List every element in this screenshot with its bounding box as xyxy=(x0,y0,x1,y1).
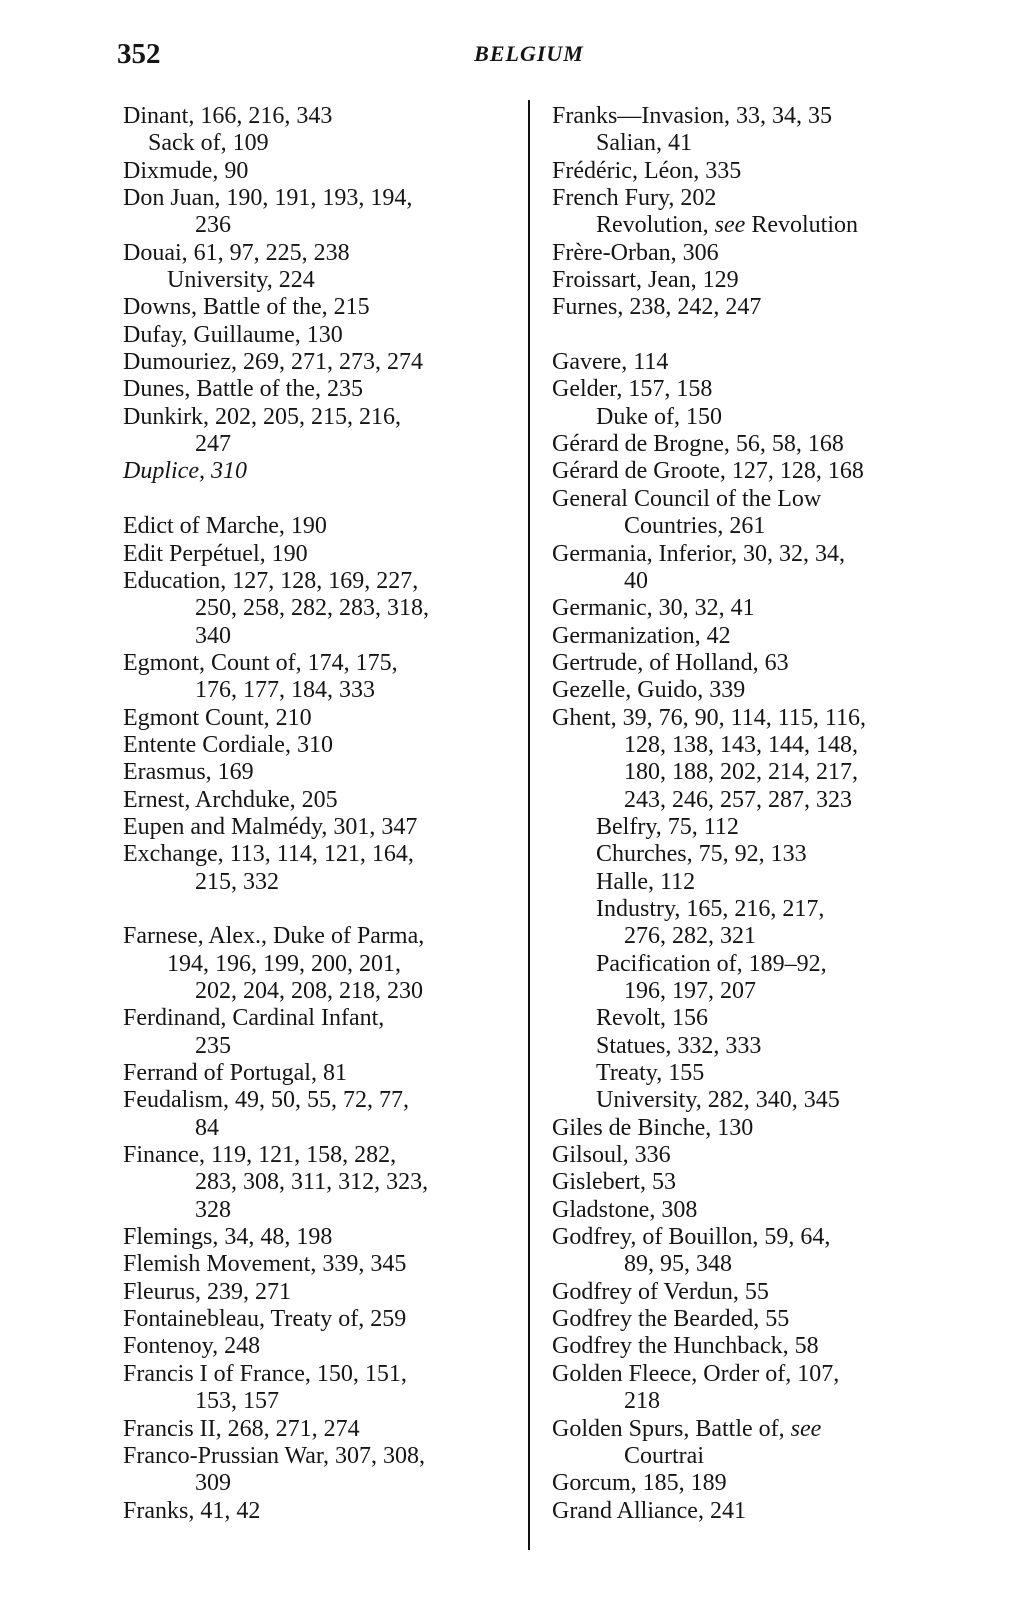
index-entry: Francis I of France, 150, 151, xyxy=(123,1360,407,1387)
index-entry: Ghent, 39, 76, 90, 114, 115, 116, xyxy=(552,704,866,731)
index-entry: 328 xyxy=(195,1196,231,1223)
index-entry: Gladstone, 308 xyxy=(552,1196,698,1223)
index-entry: Pacification of, 189–92, xyxy=(596,950,827,977)
page-header xyxy=(117,38,941,78)
index-entry: Statues, 332, 333 xyxy=(596,1032,762,1059)
index-entry: Flemish Movement, 339, 345 xyxy=(123,1251,407,1278)
index-entry: Downs, Battle of the, 215 xyxy=(123,294,370,321)
index-entry: Franks, 41, 42 xyxy=(123,1497,261,1524)
index-entry: 180, 188, 202, 214, 217, xyxy=(624,759,858,786)
index-entry: Godfrey the Hunchback, 58 xyxy=(552,1333,819,1360)
index-entry: Gilsoul, 336 xyxy=(552,1142,671,1169)
index-entry: 235 xyxy=(195,1032,231,1059)
index-entry: 250, 258, 282, 283, 318, xyxy=(195,595,429,622)
index-entry: Ferdinand, Cardinal Infant, xyxy=(123,1005,385,1032)
index-entry: Eupen and Malmédy, 301, 347 xyxy=(123,813,418,840)
index-entry: Edit Perpétuel, 190 xyxy=(123,540,308,567)
index-entry: Halle, 112 xyxy=(596,868,696,895)
index-entry: Egmont Count, 210 xyxy=(123,704,312,731)
index-entry: Dixmude, 90 xyxy=(123,157,249,184)
index-entry: Godfrey the Bearded, 55 xyxy=(552,1306,790,1333)
index-entry: Frédéric, Léon, 335 xyxy=(552,157,742,184)
index-entry: Gorcum, 185, 189 xyxy=(552,1470,727,1497)
index-entry: Belfry, 75, 112 xyxy=(596,813,739,840)
index-entry: 176, 177, 184, 333 xyxy=(195,677,375,704)
index-entry: Grand Alliance, 241 xyxy=(552,1497,746,1524)
index-entry: Education, 127, 128, 169, 227, xyxy=(123,567,419,594)
index-entry xyxy=(552,322,942,349)
column-divider xyxy=(528,100,530,1550)
index-entry: Erasmus, 169 xyxy=(123,759,254,786)
index-entry: Franco-Prussian War, 307, 308, xyxy=(123,1442,425,1469)
index-entry: Duke of, 150 xyxy=(596,403,722,430)
index-entry: Germanic, 30, 32, 41 xyxy=(552,595,755,622)
index-entry: Don Juan, 190, 191, 193, 194, xyxy=(123,185,413,212)
index-column-right xyxy=(552,103,942,1525)
index-entry: Salian, 41 xyxy=(596,130,692,157)
index-entry: Fleurus, 239, 271 xyxy=(123,1278,291,1305)
index-entry: 247 xyxy=(195,431,231,458)
index-entry: Godfrey, of Bouillon, 59, 64, xyxy=(552,1224,831,1251)
index-entry: Frère-Orban, 306 xyxy=(552,239,719,266)
index-entry: Golden Fleece, Order of, 107, xyxy=(552,1360,840,1387)
index-entry: Industry, 165, 216, 217, xyxy=(596,895,825,922)
index-entry: General Council of the Low xyxy=(552,485,822,512)
index-entry: Flemings, 34, 48, 198 xyxy=(123,1224,333,1251)
index-entry: 40 xyxy=(624,567,648,594)
index-entry: Churches, 75, 92, 133 xyxy=(596,841,807,868)
index-entry: Germania, Inferior, 30, 32, 34, xyxy=(552,540,845,567)
index-entry: Douai, 61, 97, 225, 238 xyxy=(123,239,350,266)
index-entry: Entente Cordiale, 310 xyxy=(123,731,333,758)
index-entry: Edict of Marche, 190 xyxy=(123,513,327,540)
index-entry: Revolt, 156 xyxy=(596,1005,708,1032)
index-entry: 194, 196, 199, 200, 201, xyxy=(167,950,401,977)
index-entry: Dinant, 166, 216, 343 xyxy=(123,103,333,129)
index-entry: Gavere, 114 xyxy=(552,349,669,376)
index-entry: Dumouriez, 269, 271, 273, 274 xyxy=(123,349,423,376)
index-entry: Duplice, 310 xyxy=(123,458,247,485)
index-entry: 276, 282, 321 xyxy=(624,923,756,950)
index-entry: Feudalism, 49, 50, 55, 72, 77, xyxy=(123,1087,409,1114)
index-entry: Godfrey of Verdun, 55 xyxy=(552,1278,769,1305)
index-entry: Ernest, Archduke, 205 xyxy=(123,786,338,813)
index-entry: Dunes, Battle of the, 235 xyxy=(123,376,363,403)
index-entry: 236 xyxy=(195,212,231,239)
index-entry: Gelder, 157, 158 xyxy=(552,376,713,403)
index-entry: 340 xyxy=(195,622,231,649)
index-entry: Franks—Invasion, 33, 34, 35 xyxy=(552,103,832,129)
index-entry: 202, 204, 208, 218, 230 xyxy=(195,978,423,1004)
index-entry: 243, 246, 257, 287, 323 xyxy=(624,786,852,813)
index-entry: Sack of, 109 xyxy=(148,130,269,157)
index-entry: Gérard de Groote, 127, 128, 168 xyxy=(552,458,864,485)
index-entry: Courtrai xyxy=(624,1442,704,1469)
index-entry: Golden Spurs, Battle of, see xyxy=(552,1415,822,1442)
index-entry: Gérard de Brogne, 56, 58, 168 xyxy=(552,431,844,458)
index-entry: University, 224 xyxy=(167,267,315,294)
index-entry: Ferrand of Portugal, 81 xyxy=(123,1060,347,1087)
index-column-left xyxy=(123,103,523,1525)
index-entry: 283, 308, 311, 312, 323, xyxy=(195,1169,429,1196)
index-entry: Froissart, Jean, 129 xyxy=(552,267,739,294)
index-entry xyxy=(123,896,523,923)
index-entry: Revolution, see Revolution xyxy=(596,212,858,239)
index-entry: Egmont, Count of, 174, 175, xyxy=(123,649,398,676)
index-entry: French Fury, 202 xyxy=(552,185,717,212)
index-entry: 196, 197, 207 xyxy=(624,978,756,1004)
index-entry: Francis II, 268, 271, 274 xyxy=(123,1415,360,1442)
index-entry: Gislebert, 53 xyxy=(552,1169,676,1196)
index-entry: Treaty, 155 xyxy=(596,1060,705,1087)
running-head: BELGIUM xyxy=(474,41,584,66)
index-entry: 128, 138, 143, 144, 148, xyxy=(624,731,858,758)
index-entry: Dunkirk, 202, 205, 215, 216, xyxy=(123,403,401,430)
index-entry: Countries, 261 xyxy=(624,513,766,540)
page-number: 352 xyxy=(117,38,161,70)
index-entry: 84 xyxy=(195,1114,219,1141)
index-entry: Dufay, Guillaume, 130 xyxy=(123,321,343,348)
index-entry: Gertrude, of Holland, 63 xyxy=(552,649,789,676)
index-entry: Fontenoy, 248 xyxy=(123,1333,261,1360)
index-entry: Gezelle, Guido, 339 xyxy=(552,677,746,704)
index-entry: 153, 157 xyxy=(195,1388,279,1415)
index-entry: Giles de Binche, 130 xyxy=(552,1114,754,1141)
index-entry: 218 xyxy=(624,1388,660,1415)
index-entry: 309 xyxy=(195,1470,231,1497)
index-entry: University, 282, 340, 345 xyxy=(596,1087,840,1114)
index-entry xyxy=(123,486,523,513)
index-entry: Furnes, 238, 242, 247 xyxy=(552,294,762,321)
index-entry: Farnese, Alex., Duke of Parma, xyxy=(123,923,425,950)
index-entry: Germanization, 42 xyxy=(552,622,731,649)
index-entry: 89, 95, 348 xyxy=(624,1251,732,1278)
index-entry: Finance, 119, 121, 158, 282, xyxy=(123,1142,397,1169)
index-entry: Fontainebleau, Treaty of, 259 xyxy=(123,1306,407,1333)
index-entry: Exchange, 113, 114, 121, 164, xyxy=(123,841,414,868)
index-entry: 215, 332 xyxy=(195,868,279,895)
